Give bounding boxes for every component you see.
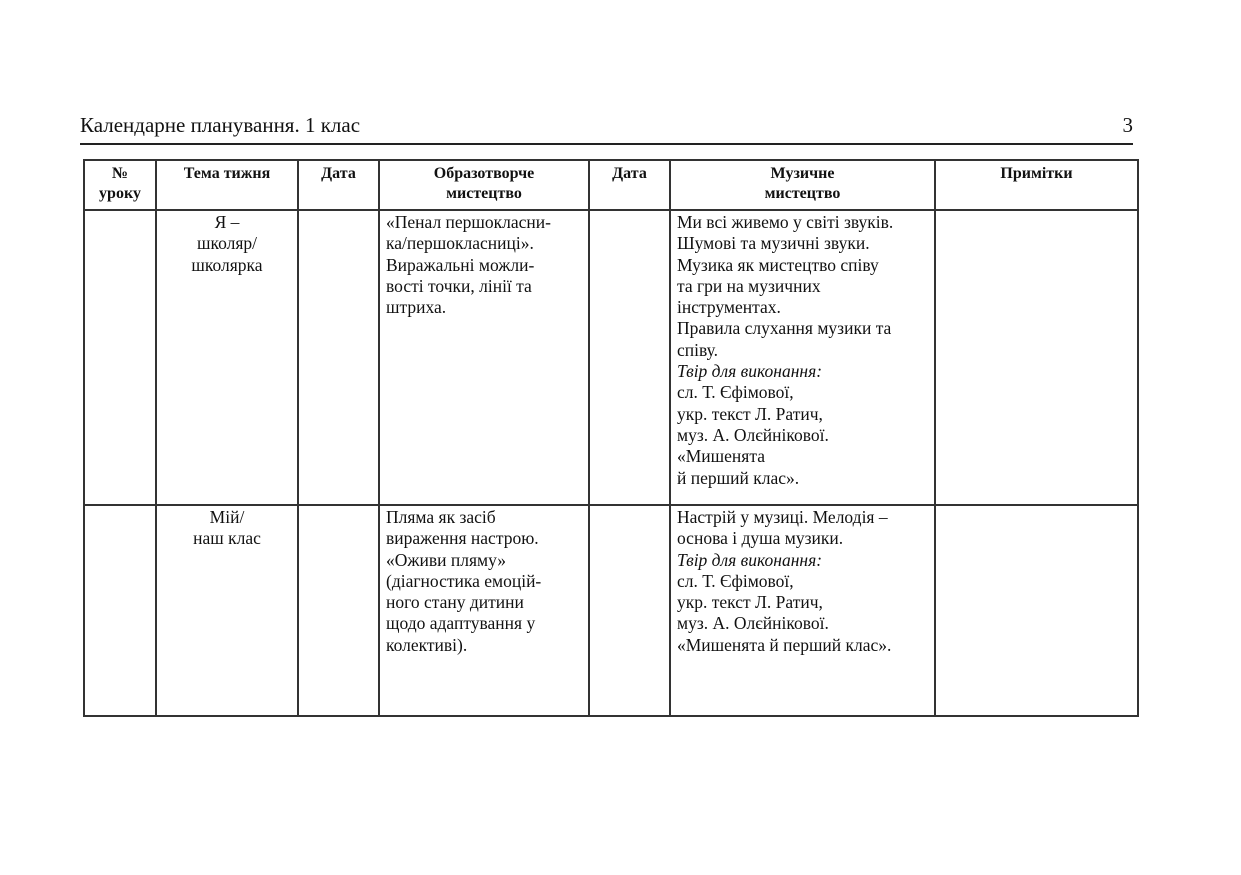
column-header-music-art: Музичне мистецтво [670,160,935,210]
cell-lesson-no [84,210,156,505]
page-title: Календарне планування. 1 клас [80,113,361,137]
cell-notes [935,505,1138,716]
column-header-date-2: Дата [589,160,670,210]
column-header-theme: Тема тижня [156,160,298,210]
cell-theme: Мій/ наш клас [156,505,298,716]
page-number: 3 [1122,113,1133,137]
page-header [80,112,1133,145]
cell-notes [935,210,1138,505]
cell-music-art: Настрій у музиці. Мелодія – основа і душа музики. Твір для виконання: сл. Т. Єфімової, укр. текст Л. Ратич, муз. А. Олєйнікової. «Мишенята й перший клас». [670,505,935,716]
cell-fine-art: «Пенал першокласни- ка/першокласниці». Виражальні можли- вості точки, лінії та штриха. [379,210,589,505]
column-header-date: Дата [298,160,379,210]
table-header-row [84,160,1138,210]
column-header-fine-art: Образотворче мистецтво [379,160,589,210]
cell-date-2 [589,210,670,505]
calendar-plan-table [83,159,1139,717]
music-work-label: Твір для виконання: [677,549,823,570]
cell-music-art: Ми всі живемо у світі звуків. Шумові та музичні звуки. Музика як мистецтво співу та гри на музичних інструментах. Правила слухання музики та співу. Твір для виконання: сл. Т. Єфімової, укр. текст Л. Ратич, муз. А. Олєйнікової. «Мишенята й перший клас». [670,210,935,505]
cell-lesson-no [84,505,156,716]
cell-theme: Я – школяр/ школярка [156,210,298,505]
cell-date [298,210,379,505]
cell-date-2 [589,505,670,716]
music-work-label: Твір для виконання: [677,361,823,382]
table-row [84,210,1138,505]
column-header-notes: Примітки [935,160,1138,210]
column-header-lesson-no: № уроку [84,160,156,210]
cell-fine-art: Пляма як засіб вираження настрою. «Оживи пляму» (діагностика емоцій- ного стану дитини щодо адаптування у колективі). [379,505,589,716]
cell-date [298,505,379,716]
table-row [84,505,1138,716]
